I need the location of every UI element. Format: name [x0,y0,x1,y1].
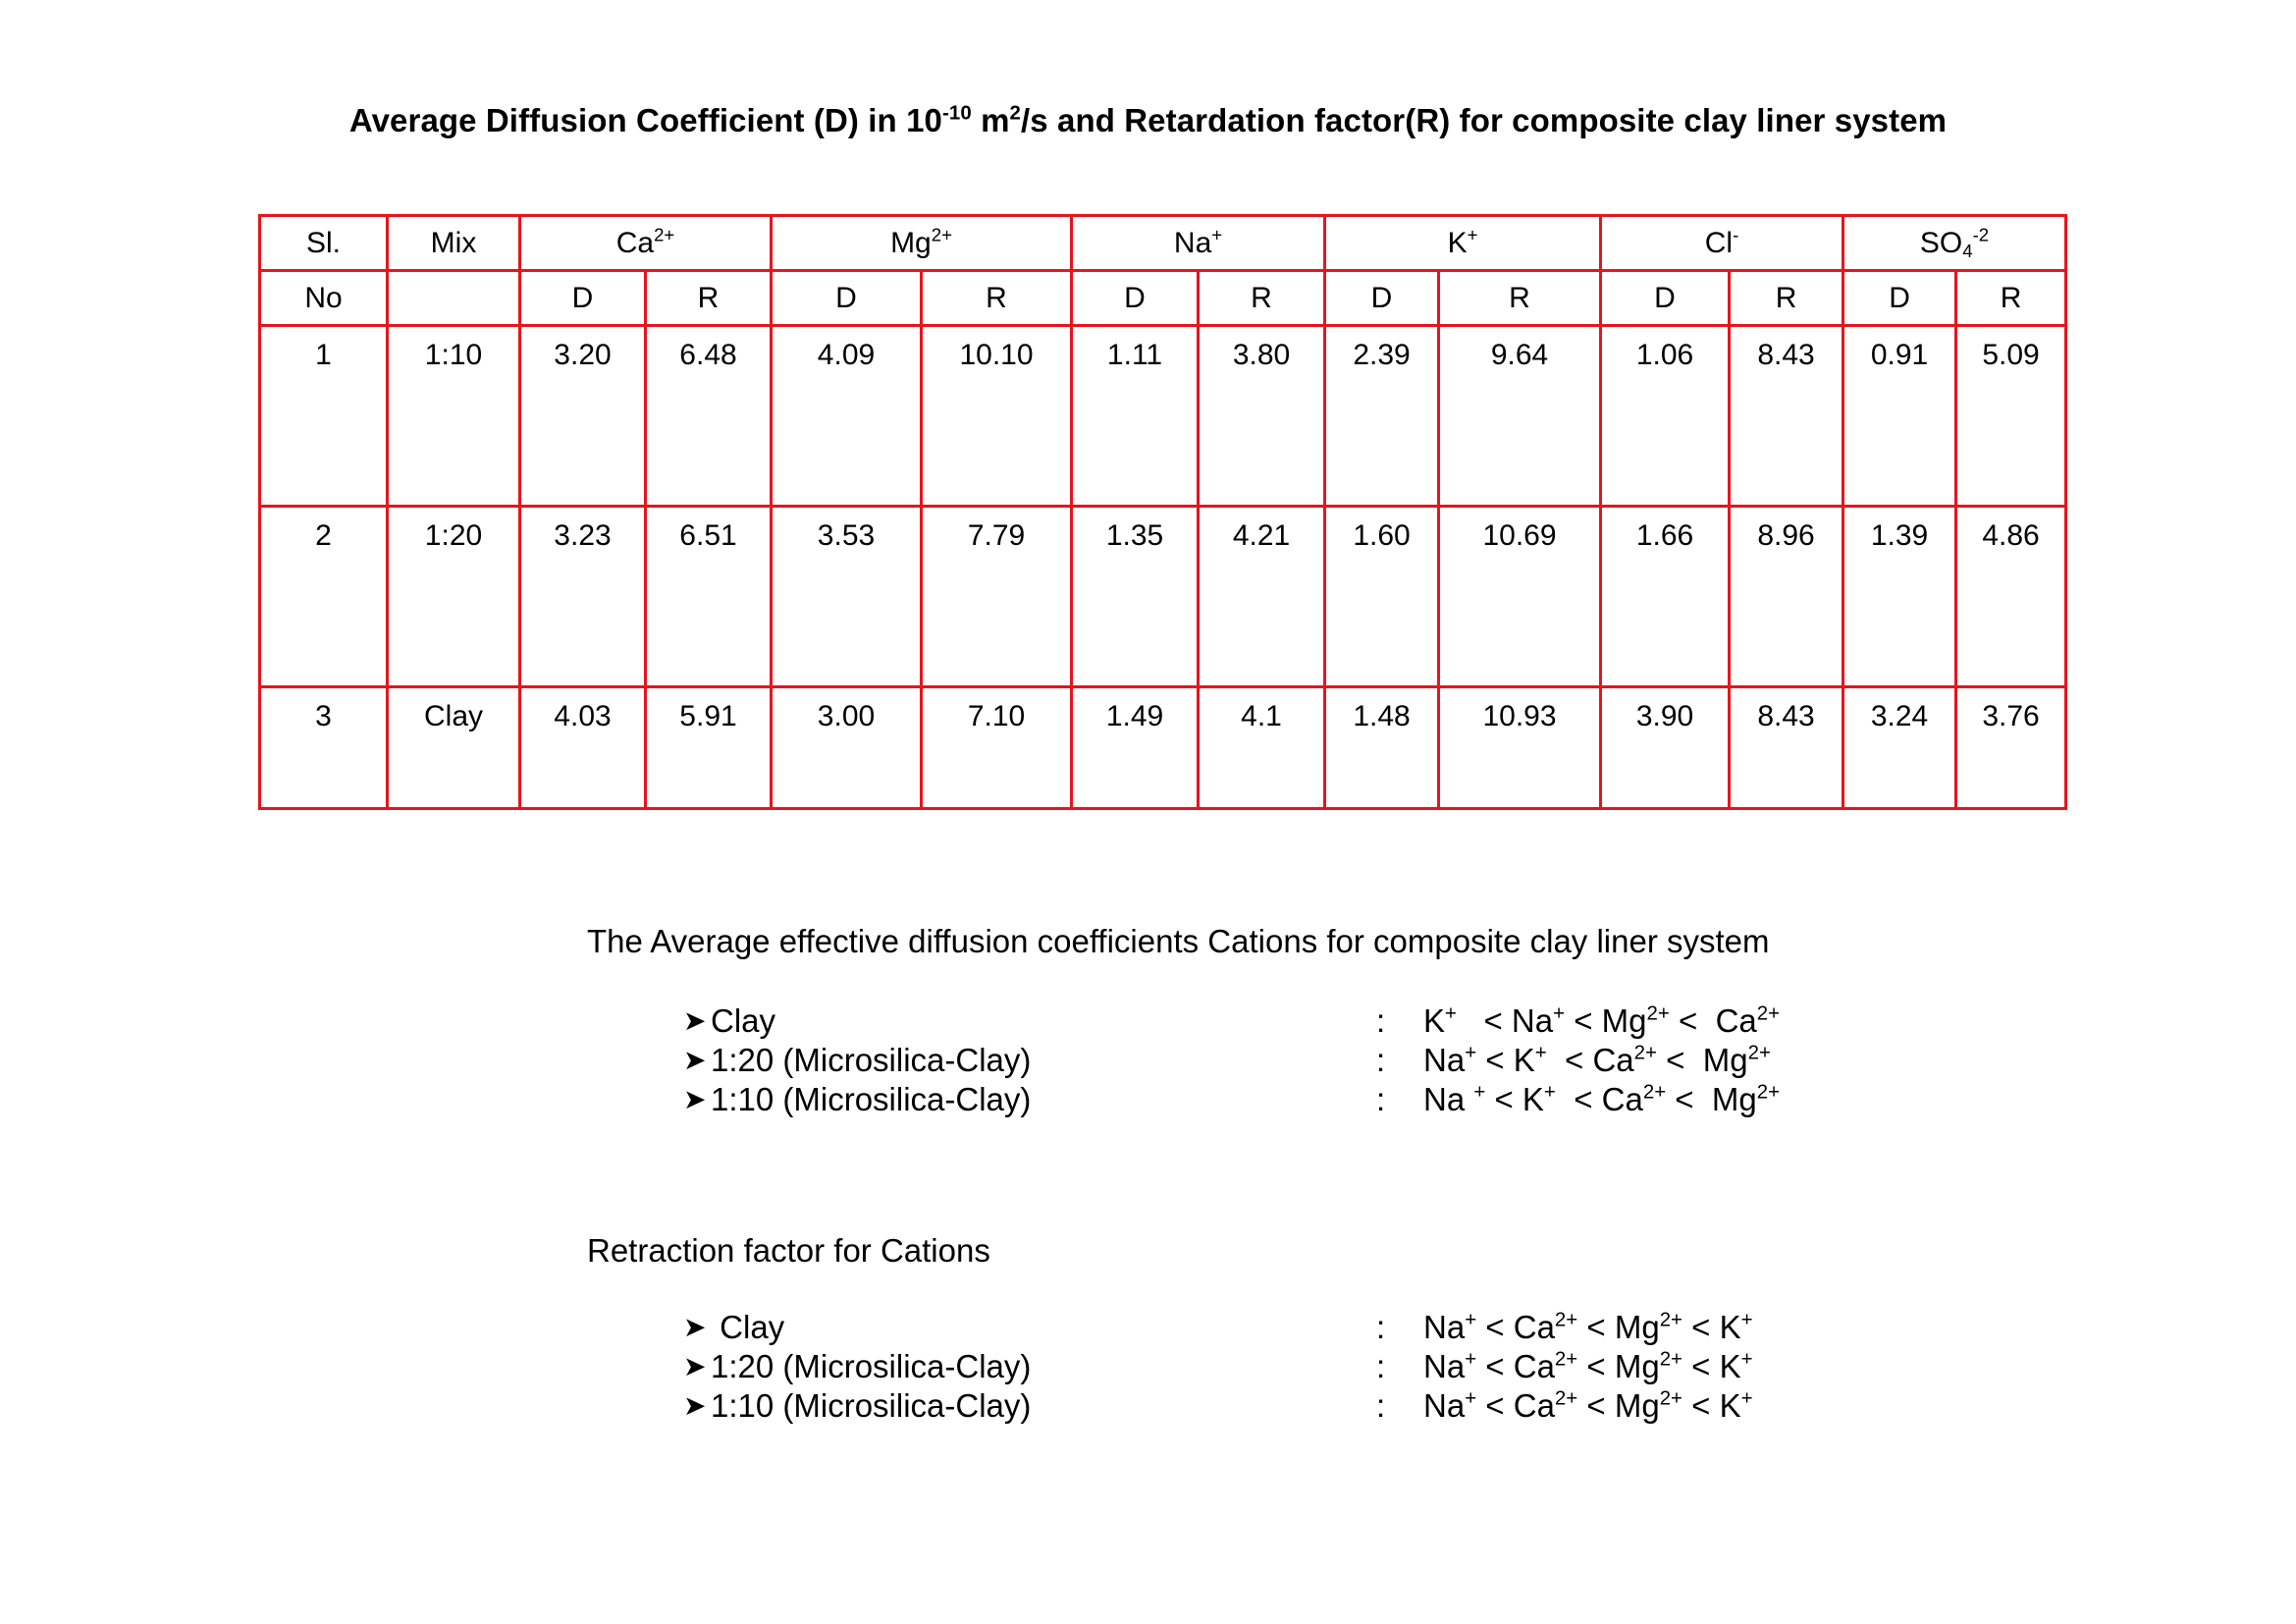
mix-label: 1:10 (Microsilica-Clay) [711,1387,1032,1424]
cell-so4-r: 3.76 [1956,687,2066,809]
mix-label: Clay [711,1002,776,1039]
cation-ordering: Na $^+ < K^+ < Ca^{2+} < Mg^{2+}$ [1423,1080,1781,1117]
cell-cl-r: 8.96 [1730,507,1843,687]
list-item [683,1386,1861,1426]
cell-na-r: 3.80 [1199,326,1325,507]
cell-k-r: 10.93 [1439,687,1601,809]
table-row [260,687,2066,809]
arrow-bullet-icon: ➤ [683,1311,707,1343]
cell-sl: 2 [260,507,388,687]
header-ion-so4: $SO_4^{-2}$ [1843,216,2066,271]
header-ion-mg: $Mg^{2+}$ [772,216,1072,271]
cell-mix: 1:10 [388,326,520,507]
colon-separator: : [1376,1348,1386,1384]
cell-cl-d: 1.66 [1601,507,1730,687]
arrow-bullet-icon: ➤ [683,1389,707,1422]
header-r: R [1439,271,1601,326]
cell-na-r: 4.1 [1199,687,1325,809]
header-ion-na: Na+ [1072,216,1325,271]
header-d: D [1325,271,1439,326]
cell-so4-r: 4.86 [1956,507,2066,687]
cation-ordering: $Na^+ < Ca^{2+} < Mg^{2+} < K^+$ [1423,1308,1753,1345]
mix-label: 1:10 (Microsilica-Clay) [711,1081,1032,1117]
cell-k-r: 9.64 [1439,326,1601,507]
header-sl-bottom: No [260,271,388,326]
colon-separator: : [1376,1042,1386,1078]
colon-separator: : [1376,1309,1386,1345]
cation-ordering: $Na^+ < Ca^{2+} < Mg^{2+} < K^+$ [1423,1386,1753,1424]
arrow-bullet-icon: ➤ [683,1004,707,1037]
cell-k-r: 10.69 [1439,507,1601,687]
mix-label: Clay [711,1309,785,1345]
header-ion-cl: Cl- [1601,216,1843,271]
cell-ca-r: 5.91 [646,687,772,809]
cell-cl-r: 8.43 [1730,326,1843,507]
cell-k-d: 2.39 [1325,326,1439,507]
cell-so4-d: 0.91 [1843,326,1956,507]
cell-k-d: 1.60 [1325,507,1439,687]
cell-na-d: 1.35 [1072,507,1199,687]
cation-ordering: $Na^+ < K^+ < Ca^{2+} < Mg^{2+}$ [1423,1041,1771,1078]
header-d: D [1843,271,1956,326]
cell-ca-d: 3.23 [520,507,646,687]
cell-mg-r: 10.10 [922,326,1072,507]
cell-mg-d: 3.00 [772,687,922,809]
cell-na-d: 1.49 [1072,687,1199,809]
cell-cl-d: 1.06 [1601,326,1730,507]
list-item [683,1041,1861,1080]
cell-cl-d: 3.90 [1601,687,1730,809]
arrow-bullet-icon: ➤ [683,1350,707,1382]
header-r: R [646,271,772,326]
header-mix: Mix [388,216,520,271]
cation-ordering: $Na^+ < Ca^{2+} < Mg^{2+} < K^+$ [1423,1347,1753,1384]
colon-separator: : [1376,1387,1386,1424]
header-r: R [922,271,1072,326]
cell-mg-d: 4.09 [772,326,922,507]
cell-so4-d: 1.39 [1843,507,1956,687]
header-mix-empty [388,271,520,326]
colon-separator: : [1376,1081,1386,1117]
list-item [683,1347,1861,1386]
cell-ca-d: 4.03 [520,687,646,809]
cell-ca-d: 3.20 [520,326,646,507]
header-d: D [520,271,646,326]
retraction-order-list [683,1308,1861,1426]
arrow-bullet-icon: ➤ [683,1083,707,1115]
list-item [683,1001,1861,1041]
cell-cl-r: 8.43 [1730,687,1843,809]
cell-sl: 1 [260,326,388,507]
cation-ordering: $K^+ < Na^+ < Mg^{2+} < Ca^{2+}$ [1423,1001,1781,1039]
cell-na-r: 4.21 [1199,507,1325,687]
cell-so4-r: 5.09 [1956,326,2066,507]
header-ion-k: K+ [1325,216,1601,271]
cell-ca-r: 6.48 [646,326,772,507]
retraction-section-heading: Retraction factor for Cations [587,1232,990,1269]
table-row [260,326,2066,507]
header-ion-ca: $Ca^{2+}$ [520,216,772,271]
header-sl-top: Sl. [260,216,388,271]
cell-mix: Clay [388,687,520,809]
mix-label: 1:20 (Microsilica-Clay) [711,1042,1032,1078]
colon-separator: : [1376,1002,1386,1039]
list-item [683,1308,1861,1347]
header-d: D [1072,271,1199,326]
cell-k-d: 1.48 [1325,687,1439,809]
page-title: Average Diffusion Coefficient (D) in $10^{-10}$ $m^2/s$ and Retardation factor(R) for composite clay liner system [348,101,1948,138]
header-r: R [1956,271,2066,326]
diffusion-section-heading: The Average effective diffusion coefficients Cations for composite clay liner system [587,923,1770,959]
table-header-row-ions [260,216,2066,271]
mix-label: 1:20 (Microsilica-Clay) [711,1348,1032,1384]
list-item [683,1080,1861,1119]
table-header-row-dr [260,271,2066,326]
diffusion-order-list [683,1001,1861,1119]
cell-mg-d: 3.53 [772,507,922,687]
diffusion-retardation-table [258,214,2067,810]
cell-sl: 3 [260,687,388,809]
cell-mg-r: 7.79 [922,507,1072,687]
cell-mg-r: 7.10 [922,687,1072,809]
cell-na-d: 1.11 [1072,326,1199,507]
table-row [260,507,2066,687]
cell-mix: 1:20 [388,507,520,687]
header-r: R [1730,271,1843,326]
header-d: D [1601,271,1730,326]
header-r: R [1199,271,1325,326]
header-d: D [772,271,922,326]
cell-so4-d: 3.24 [1843,687,1956,809]
cell-ca-r: 6.51 [646,507,772,687]
arrow-bullet-icon: ➤ [683,1044,707,1076]
